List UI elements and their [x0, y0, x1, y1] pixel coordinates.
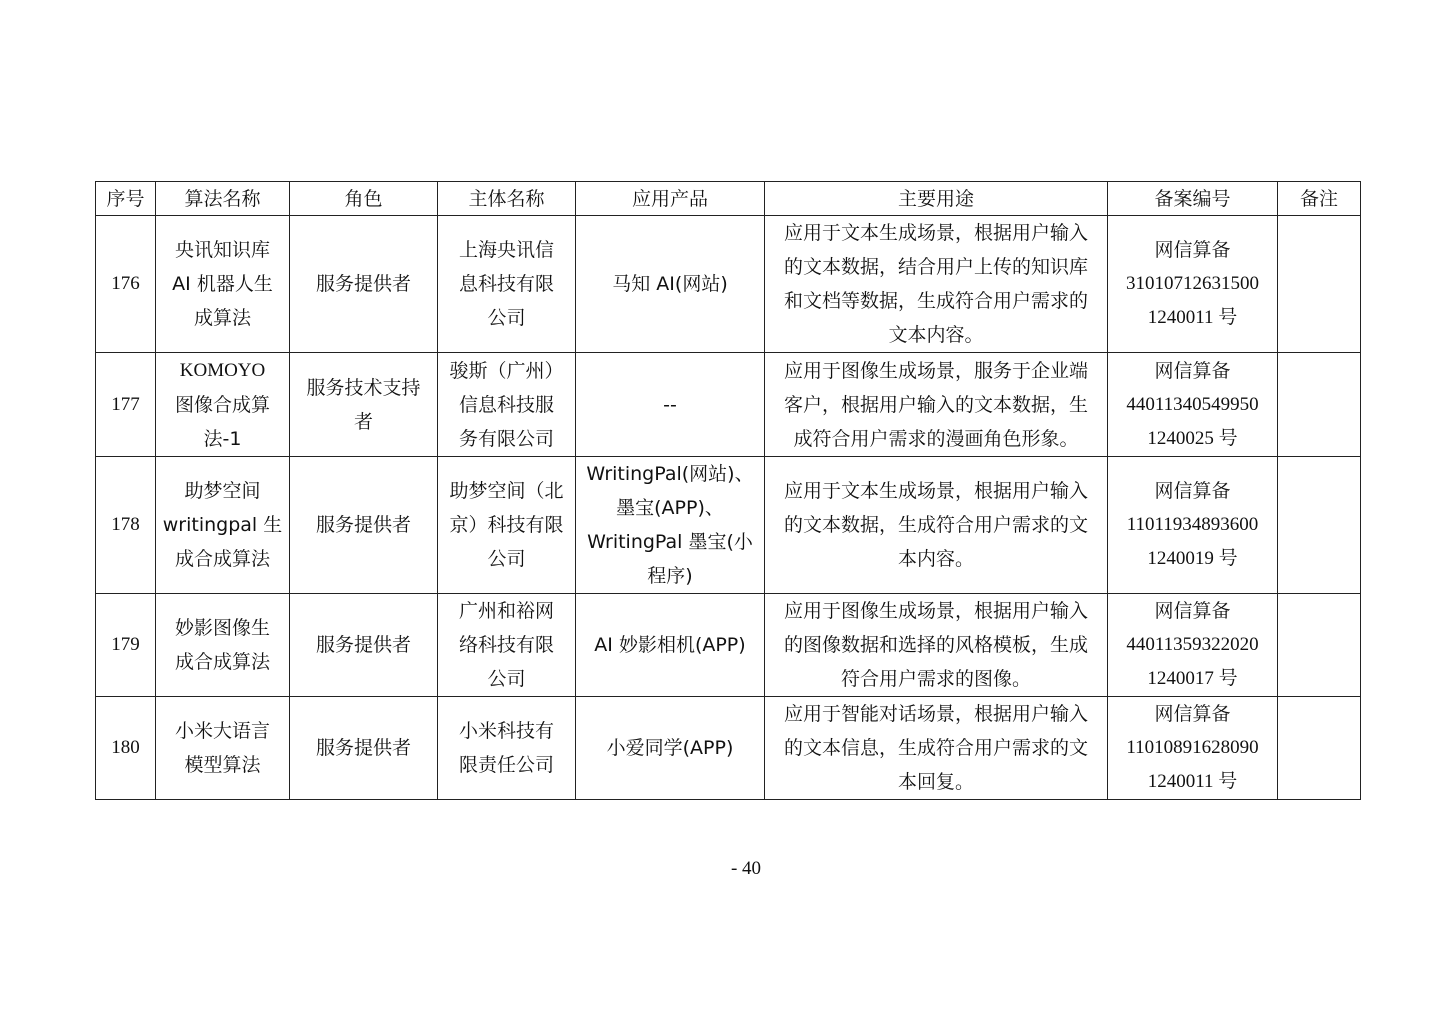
text-line: 1240019 号 [1147, 548, 1238, 569]
table-row [96, 697, 1361, 800]
row-number: 177 [96, 353, 156, 457]
text-line: 的文本信息，生成符合用户需求的文 [783, 737, 1088, 759]
row-number: 180 [96, 697, 156, 800]
text-line: writingpal 生 [162, 514, 283, 536]
header-main-use: 主要用途 [765, 182, 1108, 216]
table-row [96, 594, 1361, 697]
text-line: 信息科技服 [458, 393, 554, 416]
text-line: -- [663, 393, 677, 416]
text-line: 本回复。 [897, 771, 974, 793]
product [576, 697, 765, 800]
algorithm-filing-table [95, 181, 1361, 800]
row-number: 179 [96, 594, 156, 697]
text-line: 妙影图像生 [174, 617, 270, 639]
text-line: 应用于文本生成场景，根据用户输入 [783, 480, 1088, 502]
text-line: 网信算备 [1154, 480, 1231, 502]
role [290, 216, 438, 353]
text-line: 墨宝(APP)、 [616, 497, 724, 519]
text-line: 图像合成算 [174, 393, 270, 416]
product [576, 216, 765, 353]
table-row [96, 457, 1361, 594]
role [290, 594, 438, 697]
text-line: AI 妙影相机(APP) [594, 634, 746, 656]
text-line: 网信算备 [1154, 703, 1231, 725]
table-header-row [96, 182, 1361, 216]
text-line: 符合用户需求的图像。 [840, 668, 1031, 690]
entity-name [438, 216, 576, 353]
text-line: KOMOYO [179, 359, 266, 381]
main-use [765, 594, 1108, 697]
text-line: 成合成算法 [174, 651, 270, 673]
header-product: 应用产品 [576, 182, 765, 216]
product [576, 594, 765, 697]
text-line: 服务技术支持 [306, 376, 421, 399]
text-line: 小米科技有 [458, 720, 554, 742]
text-line: 应用于图像生成场景，服务于企业端 [783, 359, 1088, 382]
entity-name [438, 457, 576, 594]
text-line: 上海央讯信 [458, 239, 554, 261]
text-line: 小米大语言 [174, 720, 270, 742]
text-line: 文本内容。 [888, 324, 984, 346]
text-line: 公司 [487, 668, 526, 690]
text-line: 服务提供者 [315, 514, 411, 536]
text-line: WritingPal(网站)、 [586, 463, 754, 485]
text-line: 应用于文本生成场景，根据用户输入 [783, 222, 1088, 244]
text-line: 助梦空间（北 [449, 480, 564, 502]
filing-number [1108, 216, 1278, 353]
text-line: 息科技有限 [458, 273, 554, 295]
text-line: 服务提供者 [315, 737, 411, 759]
text-line: 法-1 [203, 427, 242, 450]
remark [1278, 697, 1361, 800]
text-line: 客户，根据用户输入的文本数据，生 [783, 393, 1088, 416]
product [576, 457, 765, 594]
header-entity-name: 主体名称 [438, 182, 576, 216]
role [290, 697, 438, 800]
page-number: - 40 [730, 858, 762, 879]
text-line: 应用于智能对话场景，根据用户输入 [783, 703, 1088, 725]
filing-number [1108, 697, 1278, 800]
header-algorithm-name: 算法名称 [156, 182, 290, 216]
row-number: 178 [96, 457, 156, 594]
text-line: 务有限公司 [458, 427, 554, 450]
product [576, 353, 765, 457]
text-line: 的文本数据，生成符合用户需求的文 [783, 514, 1088, 536]
filing-number [1108, 457, 1278, 594]
text-line: 公司 [487, 307, 526, 329]
text-line: WritingPal 墨宝(小 [587, 531, 753, 553]
text-line: 骏斯（广州） [449, 359, 564, 382]
role [290, 457, 438, 594]
text-line: 络科技有限 [458, 634, 554, 656]
filing-number [1108, 353, 1278, 457]
text-line: 小爱同学(APP) [606, 737, 734, 759]
header-remark: 备注 [1278, 182, 1361, 216]
text-line: 服务提供者 [315, 273, 411, 295]
text-line: 模型算法 [184, 754, 261, 776]
algorithm-name [156, 353, 290, 457]
text-line: 网信算备 [1154, 359, 1231, 382]
text-line: 和文档等数据，生成符合用户需求的 [783, 290, 1088, 312]
header-filing-number: 备案编号 [1108, 182, 1278, 216]
text-line: 的图像数据和选择的风格模板，生成 [783, 634, 1088, 656]
remark [1278, 457, 1361, 594]
main-use [765, 353, 1108, 457]
text-line: 11010891628090 [1126, 737, 1259, 758]
algorithm-name [156, 216, 290, 353]
text-line: 44011340549950 [1126, 393, 1259, 415]
text-line: 1240017 号 [1147, 668, 1238, 689]
text-line: 44011359322020 [1126, 634, 1259, 655]
text-line: 应用于图像生成场景，根据用户输入 [783, 600, 1088, 622]
text-line: 1240011 号 [1147, 307, 1238, 328]
remark [1278, 594, 1361, 697]
text-line: 程序) [647, 565, 693, 587]
text-line: 1240025 号 [1147, 427, 1238, 449]
role [290, 353, 438, 457]
entity-name [438, 594, 576, 697]
text-line: 成算法 [193, 307, 251, 329]
text-line: 网信算备 [1154, 600, 1231, 622]
main-use [765, 457, 1108, 594]
remark [1278, 353, 1361, 457]
text-line: 广州和裕网 [458, 600, 554, 622]
entity-name [438, 697, 576, 800]
table-row [96, 216, 1361, 353]
text-line: 者 [353, 410, 373, 433]
text-line: 本内容。 [897, 548, 974, 570]
header-no: 序号 [96, 182, 156, 216]
remark [1278, 216, 1361, 353]
table-row [96, 353, 1361, 457]
text-line: 公司 [487, 548, 526, 570]
header-role: 角色 [290, 182, 438, 216]
text-line: 助梦空间 [184, 480, 261, 502]
text-line: 网信算备 [1154, 239, 1231, 261]
text-line: 1240011 号 [1147, 771, 1238, 792]
text-line: AI 机器人生 [172, 273, 273, 295]
algorithm-name [156, 457, 290, 594]
text-line: 限责任公司 [458, 754, 554, 776]
text-line: 成符合用户需求的漫画角色形象。 [793, 427, 1079, 450]
text-line: 央讯知识库 [174, 239, 270, 261]
text-line: 成合成算法 [174, 548, 270, 570]
text-line: 京）科技有限 [449, 514, 564, 536]
entity-name [438, 353, 576, 457]
main-use [765, 216, 1108, 353]
text-line: 31010712631500 [1126, 273, 1259, 294]
algorithm-name [156, 697, 290, 800]
main-use [765, 697, 1108, 800]
text-line: 服务提供者 [315, 634, 411, 656]
algorithm-name [156, 594, 290, 697]
text-line: 马知 AI(网站) [612, 273, 728, 295]
filing-number [1108, 594, 1278, 697]
row-number: 176 [96, 216, 156, 353]
text-line: 的文本数据，结合用户上传的知识库 [783, 256, 1088, 278]
text-line: 11011934893600 [1126, 514, 1259, 535]
